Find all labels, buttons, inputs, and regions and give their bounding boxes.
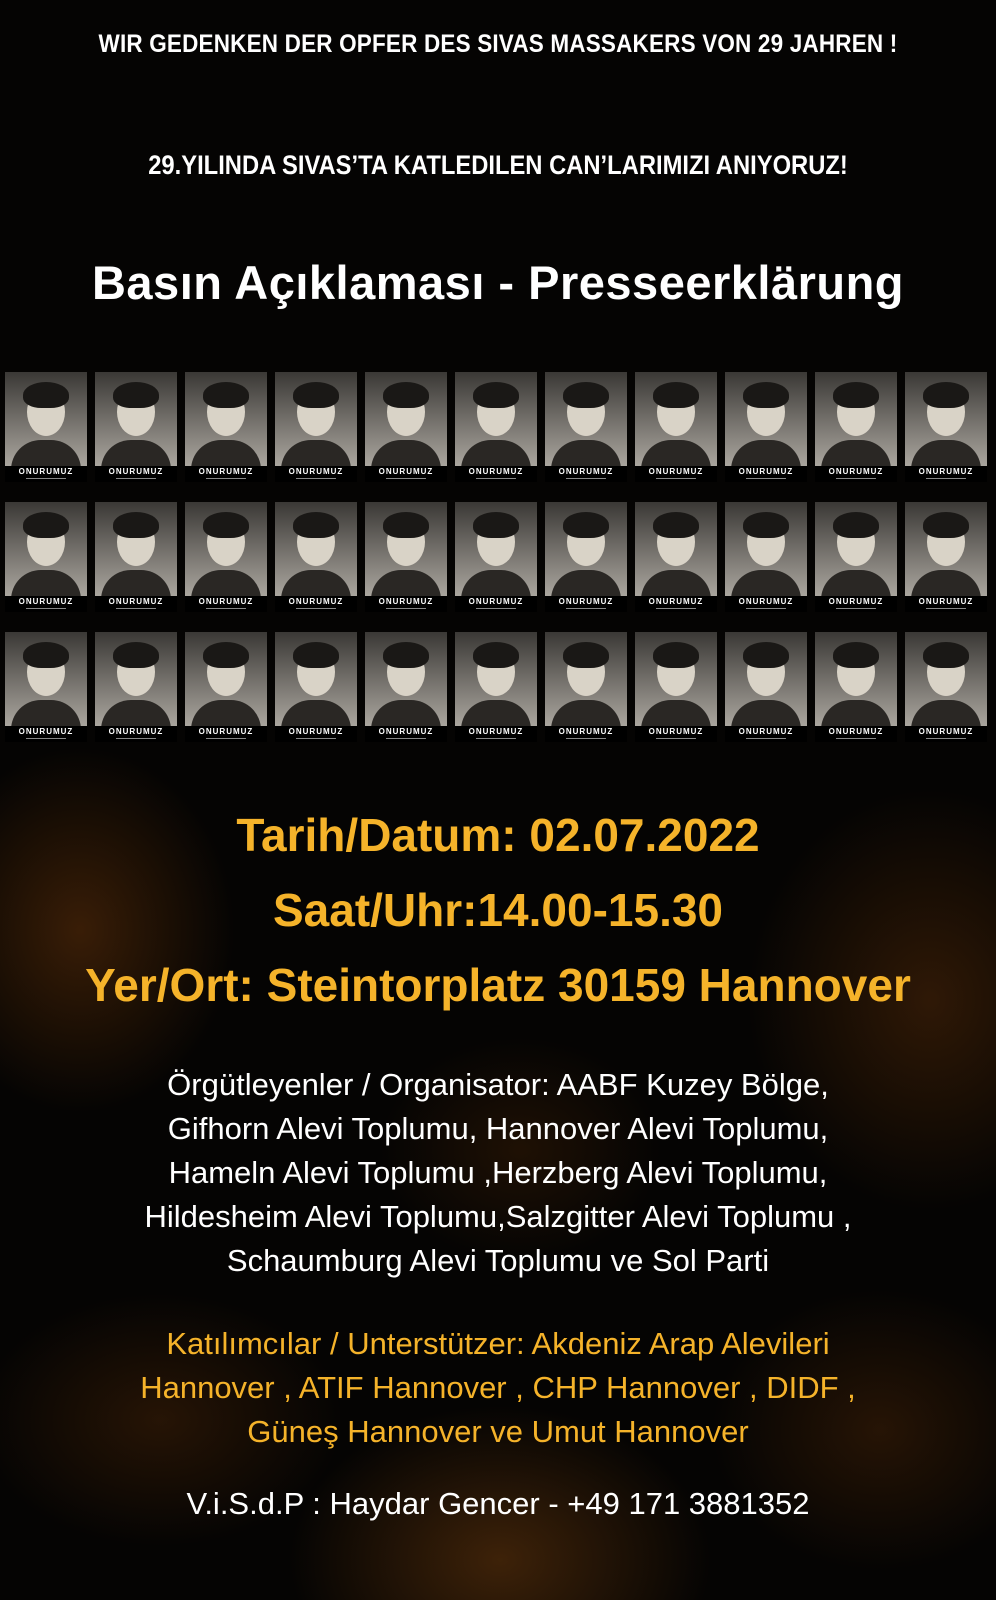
portrait-hair	[653, 382, 699, 408]
portrait-hair	[113, 382, 159, 408]
victim-portrait	[365, 632, 447, 742]
portrait-hair	[833, 382, 879, 408]
victim-portrait	[275, 632, 357, 742]
header-line-german: WIR GEDENKEN DER OPFER DES SIVAS MASSAKERS VON 29 JAHREN !	[98, 30, 898, 58]
portrait-hair	[563, 512, 609, 538]
victim-portrait	[275, 372, 357, 482]
victim-portrait	[815, 502, 897, 612]
victim-portrait	[185, 372, 267, 482]
portrait-caption: ONURUMUZ	[95, 466, 177, 482]
portrait-caption: ONURUMUZ	[275, 596, 357, 612]
portrait-caption: ONURUMUZ	[815, 726, 897, 742]
portrait-caption: ONURUMUZ	[185, 596, 267, 612]
portrait-hair	[293, 512, 339, 538]
portrait-hair	[743, 642, 789, 668]
portrait-caption: ONURUMUZ	[635, 596, 717, 612]
portrait-caption: ONURUMUZ	[545, 726, 627, 742]
portrait-hair	[923, 642, 969, 668]
victim-portrait	[455, 372, 537, 482]
portrait-caption: ONURUMUZ	[185, 466, 267, 482]
victim-portrait	[635, 632, 717, 742]
portrait-hair	[563, 382, 609, 408]
victims-photo-grid	[5, 372, 991, 742]
organisers-line: Hildesheim Alevi Toplumu,Salzgitter Alevi Toplumu ,	[144, 1199, 852, 1234]
portrait-hair	[473, 512, 519, 538]
portrait-hair	[113, 512, 159, 538]
supporters-block	[0, 1322, 996, 1454]
victim-portrait	[545, 372, 627, 482]
portrait-hair	[23, 642, 69, 668]
portrait-caption: ONURUMUZ	[185, 726, 267, 742]
portrait-hair	[293, 382, 339, 408]
event-date: Tarih/Datum: 02.07.2022	[236, 809, 760, 861]
portrait-caption: ONURUMUZ	[725, 596, 807, 612]
victim-portrait	[725, 632, 807, 742]
organisers-line: Hameln Alevi Toplumu ,Herzberg Alevi Toplumu,	[168, 1155, 828, 1190]
victim-portrait	[455, 502, 537, 612]
event-time: Saat/Uhr:14.00-15.30	[272, 884, 724, 936]
portrait-caption: ONURUMUZ	[725, 466, 807, 482]
portrait-hair	[473, 642, 519, 668]
organisers-block	[0, 1063, 996, 1283]
portrait-hair	[743, 512, 789, 538]
portrait-hair	[293, 642, 339, 668]
victim-portrait	[545, 632, 627, 742]
portrait-hair	[383, 512, 429, 538]
victim-portrait	[185, 632, 267, 742]
portrait-caption: ONURUMUZ	[365, 596, 447, 612]
portrait-hair	[23, 512, 69, 538]
header-line-turkish: 29.YILINDA SIVAS’TA KATLEDILEN CAN’LARIMIZI ANIYORUZ!	[148, 150, 848, 180]
victim-portrait	[725, 372, 807, 482]
poster-title: Basın Açıklaması - Presseerklärung	[91, 256, 905, 309]
portrait-hair	[923, 382, 969, 408]
supporters-line: Katılımcılar / Unterstützer: Akdeniz Arap Alevileri	[166, 1326, 830, 1361]
victim-portrait	[815, 632, 897, 742]
event-place: Yer/Ort: Steintorplatz 30159 Hannover	[85, 959, 911, 1011]
victim-portrait	[365, 372, 447, 482]
portrait-caption: ONURUMUZ	[905, 466, 987, 482]
portrait-caption: ONURUMUZ	[275, 466, 357, 482]
victim-portrait	[455, 632, 537, 742]
portrait-caption: ONURUMUZ	[725, 726, 807, 742]
portrait-caption: ONURUMUZ	[905, 726, 987, 742]
portrait-caption: ONURUMUZ	[5, 596, 87, 612]
supporters-line: Güneş Hannover ve Umut Hannover	[247, 1414, 749, 1449]
portrait-caption: ONURUMUZ	[815, 466, 897, 482]
victim-portrait	[815, 372, 897, 482]
portrait-hair	[923, 512, 969, 538]
portrait-caption: ONURUMUZ	[5, 466, 87, 482]
portrait-hair	[203, 382, 249, 408]
victim-portrait	[905, 372, 987, 482]
portrait-caption: ONURUMUZ	[635, 726, 717, 742]
victim-portrait	[5, 372, 87, 482]
portrait-hair	[203, 512, 249, 538]
visdp-contact: V.i.S.d.P : Haydar Gencer - +49 171 3881352	[186, 1486, 810, 1521]
portrait-hair	[113, 642, 159, 668]
portrait-hair	[743, 382, 789, 408]
portrait-caption: ONURUMUZ	[275, 726, 357, 742]
victim-portrait	[95, 632, 177, 742]
victim-portrait	[5, 502, 87, 612]
portrait-caption: ONURUMUZ	[365, 466, 447, 482]
portrait-hair	[833, 512, 879, 538]
portrait-caption: ONURUMUZ	[455, 726, 537, 742]
victim-portrait	[635, 502, 717, 612]
portrait-caption: ONURUMUZ	[815, 596, 897, 612]
portrait-hair	[383, 382, 429, 408]
portrait-caption: ONURUMUZ	[455, 596, 537, 612]
organisers-line: Schaumburg Alevi Toplumu ve Sol Parti	[226, 1243, 770, 1278]
portrait-caption: ONURUMUZ	[455, 466, 537, 482]
portrait-caption: ONURUMUZ	[5, 726, 87, 742]
victim-portrait	[545, 502, 627, 612]
portrait-caption: ONURUMUZ	[545, 466, 627, 482]
victim-portrait	[5, 632, 87, 742]
victim-portrait	[635, 372, 717, 482]
supporters-line: Hannover , ATIF Hannover , CHP Hannover , DIDF ,	[140, 1370, 856, 1405]
portrait-hair	[23, 382, 69, 408]
victim-portrait	[95, 372, 177, 482]
victim-portrait	[905, 632, 987, 742]
portrait-hair	[203, 642, 249, 668]
portrait-caption: ONURUMUZ	[95, 726, 177, 742]
victim-portrait	[365, 502, 447, 612]
portrait-hair	[653, 512, 699, 538]
victim-portrait	[905, 502, 987, 612]
victim-portrait	[725, 502, 807, 612]
portrait-caption: ONURUMUZ	[905, 596, 987, 612]
victim-portrait	[275, 502, 357, 612]
portrait-caption: ONURUMUZ	[635, 466, 717, 482]
portrait-caption: ONURUMUZ	[365, 726, 447, 742]
portrait-caption: ONURUMUZ	[545, 596, 627, 612]
portrait-hair	[383, 642, 429, 668]
portrait-hair	[833, 642, 879, 668]
portrait-hair	[563, 642, 609, 668]
organisers-line: Örgütleyenler / Organisator: AABF Kuzey Bölge,	[167, 1067, 829, 1102]
victim-portrait	[185, 502, 267, 612]
organisers-line: Gifhorn Alevi Toplumu, Hannover Alevi Toplumu,	[167, 1111, 829, 1146]
victim-portrait	[95, 502, 177, 612]
portrait-hair	[473, 382, 519, 408]
portrait-caption: ONURUMUZ	[95, 596, 177, 612]
portrait-hair	[653, 642, 699, 668]
